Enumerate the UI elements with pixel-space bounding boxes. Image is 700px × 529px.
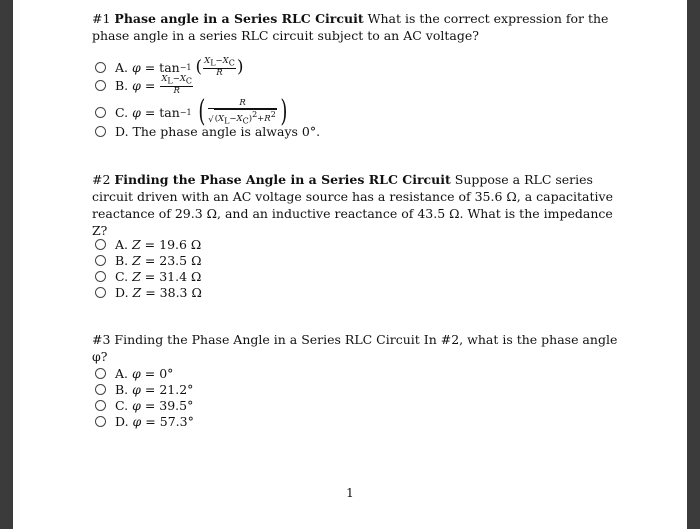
option-1b[interactable]: B. φ = $\frac{X_L-X_C}{R}$ xyxy=(95,77,194,94)
fraction: $\frac{X_L-X_C}{R}$ xyxy=(204,56,235,78)
question-3 xyxy=(92,331,632,365)
question-number: #1 xyxy=(92,11,111,26)
option-1c[interactable]: C. φ = tan −1 ( R √ $(X_L-X_C)^2+R^2$ ) xyxy=(95,99,290,125)
option-3c[interactable]: C. φ = 39.5° xyxy=(95,397,193,414)
radio-button[interactable] xyxy=(95,368,106,379)
question-title: Phase angle in a Series RLC Circuit xyxy=(114,11,364,26)
radio-button[interactable] xyxy=(95,62,106,73)
radio-button[interactable] xyxy=(95,400,106,411)
radio-button[interactable] xyxy=(95,416,106,427)
radio-button[interactable] xyxy=(95,384,106,395)
fraction: $\frac{X_L-X_C}{R}$ xyxy=(161,74,193,96)
question-text: In #2, what is the phase angle φ? xyxy=(92,332,618,364)
document-page xyxy=(13,0,687,529)
question-number: #3 xyxy=(92,332,111,347)
question-number: #2 xyxy=(92,172,111,187)
radio-button[interactable] xyxy=(95,107,106,118)
radio-button[interactable] xyxy=(95,255,106,266)
option-3d[interactable]: D. φ = 57.3° xyxy=(95,413,194,430)
question-text: What is the correct expression for the phase angle in a series RLC circuit subject to an AC voltage? xyxy=(92,11,609,43)
question-title: Finding the Phase Angle in a Series RLC Circuit xyxy=(114,172,451,187)
option-1a[interactable]: A. φ = tan −1 ( $\frac{X_L-X_C}{R}$ ) xyxy=(95,59,243,76)
question-1 xyxy=(92,10,632,44)
option-1d[interactable]: D. The phase angle is always 0°. xyxy=(95,123,320,140)
page-number: 1 xyxy=(346,486,354,500)
option-3b[interactable]: B. φ = 21.2° xyxy=(95,381,193,398)
option-2a[interactable]: A. Z = 19.6 Ω xyxy=(95,236,201,253)
option-2b[interactable]: B. Z = 23.5 Ω xyxy=(95,252,201,269)
fraction: R √ $(X_L-X_C)^2+R^2$ xyxy=(208,97,276,126)
question-text: Suppose a RLC series circuit driven with an AC voltage source has a resistance of 35.6 Ω, a capacitative reactance of 29.3 Ω, and an inductive reactance of 43.5 Ω. What is the impedance Z? xyxy=(92,172,613,238)
option-3a[interactable]: A. φ = 0° xyxy=(95,365,173,382)
question-title: Finding the Phase Angle in a Series RLC Circuit xyxy=(114,332,420,347)
radio-button[interactable] xyxy=(95,239,106,250)
radio-button[interactable] xyxy=(95,80,106,91)
option-2c[interactable]: C. Z = 31.4 Ω xyxy=(95,268,201,285)
question-2 xyxy=(92,171,632,239)
radio-button[interactable] xyxy=(95,126,106,137)
option-2d[interactable]: D. Z = 38.3 Ω xyxy=(95,284,202,301)
radio-button[interactable] xyxy=(95,287,106,298)
radio-button[interactable] xyxy=(95,271,106,282)
